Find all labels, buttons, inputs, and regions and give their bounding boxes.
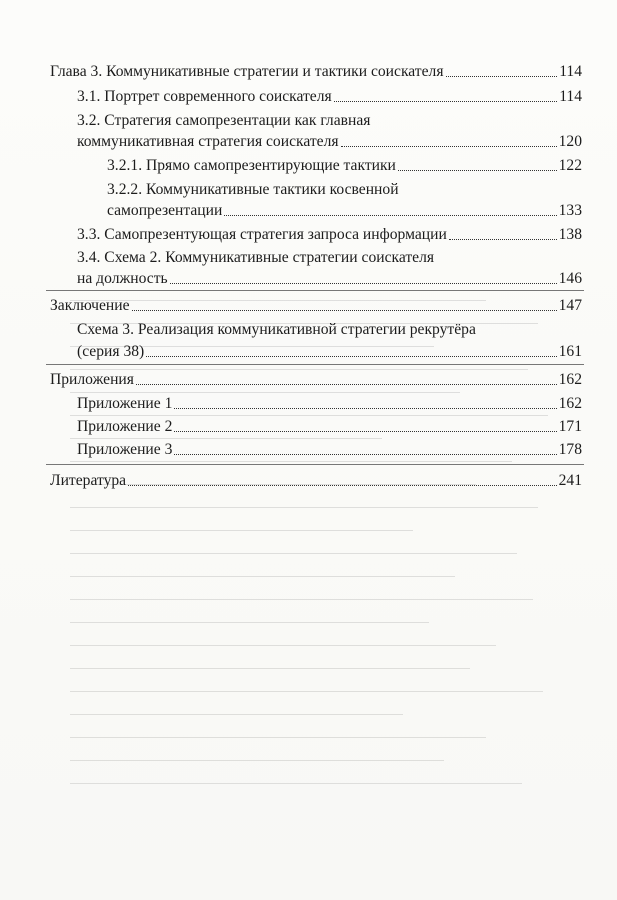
toc-entry-3-2-2-line1: 3.2.2. Коммуникативные тактики косвенной [107,181,399,198]
toc-entry-text: (серия 38) [77,343,145,360]
toc-entry-text: самопрезентации [107,202,223,219]
toc-entry-text: 3.1. Портрет современного соискателя [77,88,332,105]
toc-entry-scheme-3-line1: Схема 3. Реализация коммуникативной стратегии рекрутёра [77,321,476,338]
leader-dots [174,431,556,432]
toc-page-number: 161 [558,343,582,360]
toc-page-number: 120 [558,133,582,150]
toc-entry-appendix-3[interactable] [77,440,582,460]
toc-page-number: 147 [558,297,582,314]
leader-dots [132,310,557,311]
toc-entry-3-3[interactable] [77,225,582,245]
toc-entry-3-4[interactable] [77,269,582,289]
divider [46,290,584,291]
toc-entry-appendix-1[interactable] [77,394,582,414]
toc-page-number: 114 [559,63,582,80]
toc-page-number: 171 [558,418,582,435]
toc-entry-conclusion[interactable] [50,296,582,316]
leader-dots [446,76,558,77]
toc-entry-text: 3.3. Самопрезентующая стратегия запроса информации [77,226,447,243]
toc-entry-3-1[interactable] [77,87,582,107]
toc-entry-text: Приложение 2 [77,418,173,435]
leader-dots [146,356,556,357]
leader-dots [170,283,557,284]
leader-dots [341,146,557,147]
leader-dots [224,215,556,216]
toc-entry-3-4-line1: 3.4. Схема 2. Коммуникативные стратегии соискателя [77,249,435,266]
toc-entry-text: Литература [50,472,127,489]
toc-entry-chapter-3[interactable] [50,62,582,82]
leader-dots [449,239,557,240]
leader-dots [174,454,556,455]
toc-page-number: 114 [559,88,582,105]
toc-entry-text: Приложение 3 [77,441,173,458]
toc-page-number: 122 [558,157,582,174]
toc-entry-text: Приложение 1 [77,395,173,412]
toc-entry-3-2-line1: 3.2. Стратегия самопрезентации как главная [77,112,371,129]
toc-entry-scheme-3[interactable] [77,342,582,362]
leader-dots [398,170,557,171]
leader-dots [128,485,557,486]
toc-page-number: 138 [558,226,582,243]
toc-page-number: 178 [558,441,582,458]
leader-dots [136,384,557,385]
toc-entry-text: 3.2.1. Прямо самопрезентирующие тактики [107,157,396,174]
toc-page-number: 133 [558,202,582,219]
toc-entry-appendix-2[interactable] [77,417,582,437]
toc-entry-text: Приложения [50,371,134,388]
toc-entry-3-2-2[interactable] [107,201,582,221]
toc-entry-3-2-1[interactable] [107,156,582,176]
toc-page-number: 146 [558,270,582,287]
toc-page-number: 241 [558,472,582,489]
toc-entry-3-2[interactable] [77,132,582,152]
toc-page-number: 162 [558,395,582,412]
toc-entry-literature[interactable] [50,471,582,491]
toc-page-number: 162 [558,371,582,388]
toc-entry-text: Заключение [50,297,130,314]
toc-entry-text: коммуникативная стратегия соискателя [77,133,339,150]
leader-dots [174,408,556,409]
toc-entry-text: Глава 3. Коммуникативные стратегии и тактики соискателя [50,63,444,80]
leader-dots [334,101,558,102]
toc-entry-appendices[interactable] [50,370,582,390]
divider [46,464,584,465]
divider [46,364,584,365]
toc-entry-text: на должность [77,270,168,287]
